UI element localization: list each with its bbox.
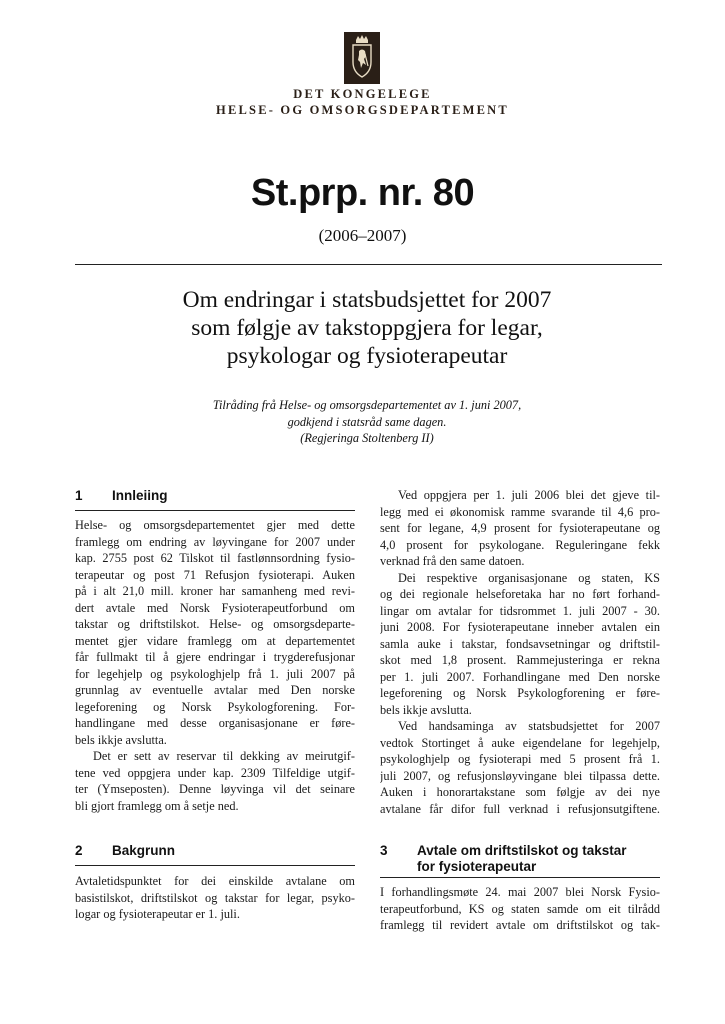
section-heading-2 [75, 843, 355, 866]
text-line: legeforening og Norsk Psykologforening er føre- [380, 686, 660, 700]
text-line: framlegg om endring av løyvingane for 2007 under [75, 534, 355, 549]
department-name-line1: DET KONGELEGE [293, 87, 432, 101]
text-line: skot med 1,8 prosent. Rammejusteringa er rekna [380, 653, 660, 667]
section-title-line: for fysioterapeutar [417, 859, 537, 874]
text-line: Ved handsaminga av statsbudsjettet for 2007 [398, 719, 660, 733]
text-line: handlingane med desse organisasjonane er føre- [75, 716, 355, 730]
text-line: avtalane får difor full verknad i refusjonsutgiftene. [380, 801, 660, 816]
text-line: får fullmakt til å gjere endringar i trygderefusjonar [75, 650, 355, 664]
coat-of-arms-icon [344, 32, 380, 84]
text-line: juni 2008. For fysioterapeutane inneber avtalen ein [380, 620, 660, 634]
subject-line: psykologar og fysioterapeutar [226, 343, 508, 369]
text-line: legeforening og Norsk Psykologforening. For- [75, 699, 355, 714]
text-line: Auken i honorartakstane som følgje av dei nye [380, 785, 660, 799]
text-line: for legehjelp og psykologhjelp frå 1. juli 2007 på [75, 666, 355, 681]
document-year: (2006–2007) [318, 226, 407, 245]
text-line: sent for legane, 4,9 prosent for fysioterapeutane og [380, 521, 660, 535]
text-line: lingar om avtalar for tidsrommet 1. juli 2007 - 30. [380, 603, 660, 618]
text-line: kap. 2755 post 62 Tilskot til fastlønnsordning fysio- [75, 551, 355, 565]
text-line: logar og fysioterapeutar er 1. juli. [75, 907, 240, 921]
subject-line: som følgje av takstoppgjera for legar, [191, 315, 543, 341]
text-line: bels ikkje avslutta. [380, 702, 472, 717]
recommendation-line: (Regjeringa Stoltenberg II) [300, 431, 434, 445]
right-column-body [380, 487, 660, 817]
subject-line: Om endringar i statsbudsjettet for 2007 [182, 287, 552, 313]
text-line: Avtaletidspunktet for dei einskilde avtalane om [75, 874, 355, 888]
text-line: bli gjort framlegg om å setje ned. [75, 798, 239, 813]
text-line: Det er sett av reservar til dekking av meirutgif- [93, 749, 355, 763]
section-1-body [75, 517, 355, 814]
section-title-line: Avtale om driftstilskot og takstar [417, 843, 627, 858]
text-line: takstar og driftstilskot. Helse- og omsorgsdeparte- [75, 617, 355, 631]
text-line: terapeutforbund, KS og staten samde om eit tilrådd [380, 901, 660, 916]
text-line: basistilskot, driftstilskot og takstar for legar, psyko- [75, 890, 355, 905]
text-line: ter (Ymseposten). Denne løyvinga vil det seinare [75, 782, 355, 796]
section-title: Innleiing [112, 488, 168, 503]
text-line: vedtok Stortinget å auke eigendelane for legehjelp, [380, 735, 660, 750]
text-line: og dei regionale helseforetaka har no ført forhand- [380, 587, 660, 601]
text-line: legg med ei økonomisk ramme svarande til 4,6 pro- [380, 504, 660, 519]
text-line: Ved oppgjera per 1. juli 2006 blei det gjeve til- [398, 488, 660, 502]
section-heading-3 [380, 843, 660, 878]
recommendation-line: godkjend i statsråd same dagen. [287, 414, 447, 429]
text-line: mentet gjer vidare framlegg om at departementet [75, 633, 355, 648]
text-line: per 1. juli 2007. Forhandlingane med Den norske [380, 669, 660, 684]
document-subject [112, 286, 622, 370]
text-line: Helse- og omsorgsdepartementet gjer med dette [75, 518, 355, 532]
section-2-body [75, 873, 355, 923]
text-line: I forhandlingsmøte 24. mai 2007 blei Norsk Fysio- [380, 885, 660, 899]
section-number: 3 [380, 843, 388, 858]
recommendation-line: Tilråding frå Helse- og omsorgsdepartementet av 1. juni 2007, [212, 398, 522, 412]
text-line: juli 2007, og refusjonsløyvingane blei tilpassa dette. [380, 768, 660, 783]
text-line: tene ved oppgjera under kap. 2309 Tilfeldige utgif- [75, 765, 355, 780]
recommendation-note [112, 397, 622, 447]
text-line: 4,0 prosent for psykologane. Reguleringane fekk [380, 537, 660, 552]
text-line: verknad frå den same datoen. [380, 554, 525, 568]
text-line: på i alt 21,0 mill. kroner har samanheng med revi- [75, 584, 355, 598]
section-number: 1 [75, 488, 83, 503]
document-title: St.prp. nr. 80 [250, 172, 475, 214]
text-line: framlegg til revidert avtale om driftstilskot og tak- [380, 918, 660, 932]
text-line: samla auke i takstar, fondsavsetningar og driftstil- [380, 636, 660, 651]
text-line: psykologhjelp og fysioterapi med 5 prosent frå 1. [380, 752, 660, 766]
text-line: Dei respektive organisasjonane og staten, KS [398, 570, 660, 585]
department-name-line2: HELSE- OG OMSORGSDEPARTEMENT [216, 103, 509, 117]
section-title: Bakgrunn [112, 843, 176, 858]
section-number: 2 [75, 843, 83, 858]
text-line: grunnlag av eventuelle avtalar med Den norske [75, 683, 355, 697]
section-heading-1 [75, 488, 355, 511]
text-line: bels ikkje avslutta. [75, 732, 167, 747]
section-3-body [380, 884, 660, 934]
title-divider [75, 264, 662, 265]
section-title [417, 843, 627, 875]
text-line: terapeutar og post 71 Refusjon fysioterapi. Auken [75, 567, 355, 582]
text-line: dert avtale med Norsk Fysioterapeutforbund om [75, 600, 355, 615]
